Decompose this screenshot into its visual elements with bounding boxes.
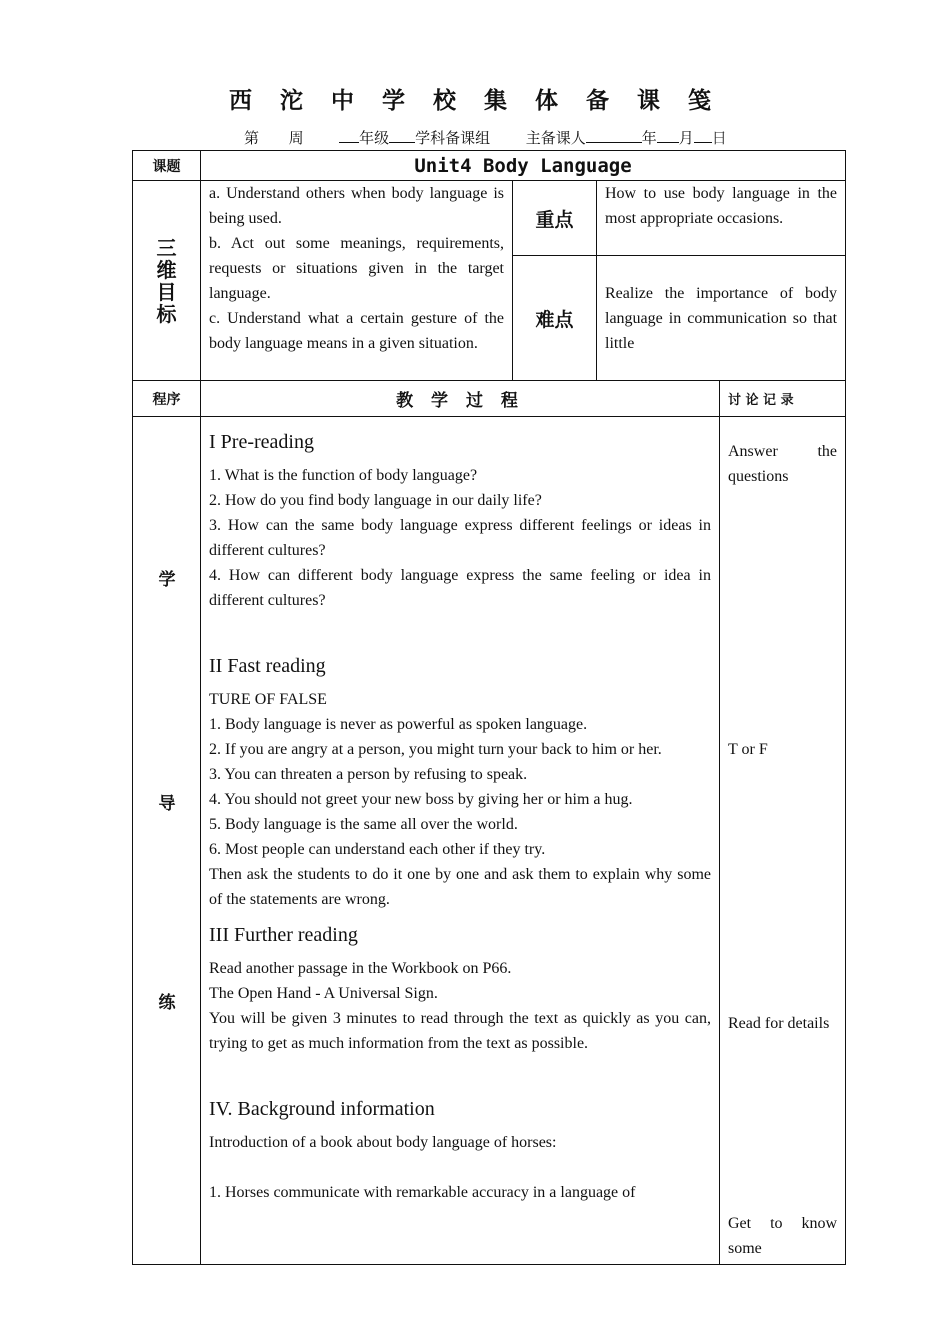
week-label: 第 — [244, 129, 260, 147]
day-blank — [694, 128, 712, 143]
note-read-details: Read for details — [728, 1015, 830, 1032]
notes-column — [720, 417, 846, 1265]
objective-c: c. Understand what a certain gesture of the body language means in a given situation. — [209, 310, 504, 352]
pre-line-3: 3. How can the same body language express different feelings or ideas in different cultures? — [209, 517, 711, 559]
note-get-to-know: Get to know some — [728, 1215, 838, 1257]
objectives-label — [133, 181, 201, 381]
side-char-xue: 学 — [158, 570, 176, 590]
background-line-1: Introduction of a book about body language of horses: — [209, 1134, 557, 1151]
month-blank — [657, 128, 679, 143]
key-point-text: How to use body language in the most appropriate occasions. — [597, 181, 846, 256]
fast-line-4: 3. You can threaten a person by refusing to speak. — [209, 766, 528, 783]
preparer-blank — [586, 128, 642, 143]
notes-label: 讨 论 记 录 — [720, 381, 846, 417]
fast-line-1: TURE OF FALSE — [209, 691, 327, 708]
topic-label: 课题 — [133, 151, 201, 181]
section-further-heading: III Further reading — [209, 924, 358, 946]
note-answer: Answer the questions — [728, 443, 838, 485]
section-background-heading: IV. Background information — [209, 1098, 435, 1120]
page-title: 西 沱 中 学 校 集 体 备 课 笺 — [228, 88, 722, 114]
objectives-label-text: 三维目标 — [156, 235, 177, 326]
header-info-line — [244, 127, 727, 148]
subject-blank — [389, 128, 415, 143]
difficulty-label: 难点 — [513, 256, 597, 381]
grade-blank — [339, 128, 359, 143]
note-tf: T or F — [728, 741, 768, 758]
section-fast-heading: II Fast reading — [209, 655, 326, 677]
preparer-label: 主备课人 — [525, 129, 586, 147]
fast-line-3: 2. If you are angry at a person, you might turn your back to him or her. — [209, 741, 662, 758]
fast-line-8: Then ask the students to do it one by one and ask them to explain why some of the statements are wrong. — [209, 866, 711, 908]
fast-line-2: 1. Body language is never as powerful as spoken language. — [209, 716, 588, 733]
difficulty-text: Realize the importance of body language in communication so that little — [597, 256, 846, 381]
objective-a: a. Understand others when body language is being used. — [209, 185, 504, 227]
objective-b: b. Act out some meanings, requirements, requests or situations given in the target language. — [209, 235, 504, 302]
subject-label: 学科备课组 — [415, 129, 491, 147]
side-label-cell — [133, 417, 201, 1265]
pre-line-1: 1. What is the function of body language? — [209, 467, 478, 484]
fast-line-5: 4. You should not greet your new boss by giving her or him a hug. — [209, 791, 633, 808]
process-label: 教 学 过 程 — [201, 381, 720, 417]
fast-line-7: 6. Most people can understand each other if they try. — [209, 841, 546, 858]
process-content — [201, 417, 720, 1265]
lesson-plan-table — [132, 150, 846, 1265]
side-char-dao: 导 — [158, 794, 176, 814]
step-label: 程序 — [133, 381, 201, 417]
grade-label: 年级 — [359, 129, 390, 147]
further-line-3: You will be given 3 minutes to read through the text as quickly as you can, trying to get as much information from the text as possible. — [209, 1010, 711, 1052]
further-line-2: The Open Hand - A Universal Sign. — [209, 985, 438, 1002]
day-label: 日 — [711, 129, 727, 147]
key-point-label: 重点 — [513, 181, 597, 256]
background-line-2: 1. Horses communicate with remarkable accuracy in a language of — [209, 1184, 636, 1201]
pre-line-4: 4. How can different body language express the same feeling or idea in different cultures? — [209, 567, 711, 609]
month-label: 月 — [678, 129, 694, 147]
side-char-lian: 练 — [158, 993, 176, 1013]
year-label: 年 — [641, 129, 657, 147]
further-line-1: Read another passage in the Workbook on P66. — [209, 960, 512, 977]
pre-line-2: 2. How do you find body language in our daily life? — [209, 492, 542, 509]
section-pre-heading: I Pre-reading — [209, 431, 314, 453]
objectives-cell — [201, 181, 513, 381]
week-suffix: 周 — [288, 129, 304, 147]
topic-title: Unit4 Body Language — [201, 151, 846, 181]
fast-line-6: 5. Body language is the same all over the world. — [209, 816, 518, 833]
